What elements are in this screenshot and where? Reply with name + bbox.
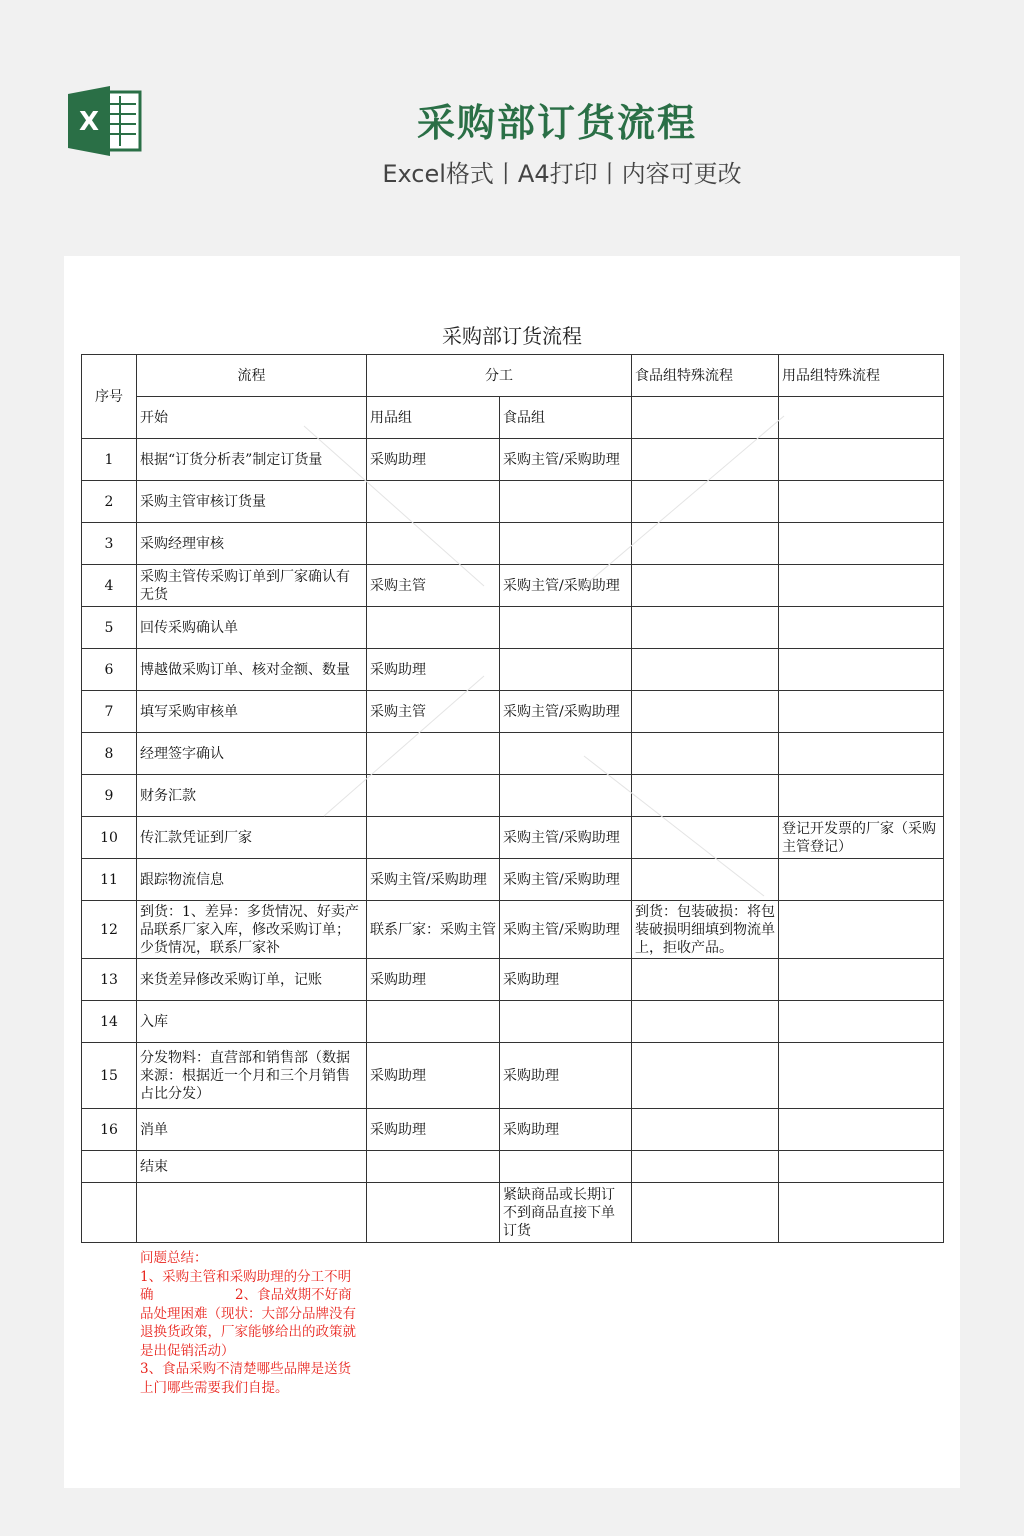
- table-row: [82, 607, 944, 649]
- row-supplies-special: [779, 523, 944, 565]
- row-step: 采购主管传采购订单到厂家确认有无货: [137, 565, 367, 607]
- row-food: [500, 733, 632, 775]
- row-number: 6: [82, 649, 137, 691]
- row-step: 结束: [137, 1151, 367, 1183]
- row-supplies-special: [779, 565, 944, 607]
- row-food: [500, 775, 632, 817]
- row-supplies: [367, 1183, 500, 1243]
- row-food-special: 到货：包装破损：将包装破损明细填到物流单上，拒收产品。: [632, 901, 779, 959]
- row-supplies-special: [779, 859, 944, 901]
- row-food: 采购助理: [500, 959, 632, 1001]
- row-step: 消单: [137, 1109, 367, 1151]
- row-food-special: [632, 1043, 779, 1109]
- row-supplies-special: [779, 481, 944, 523]
- row-food-special: [632, 1001, 779, 1043]
- row-number: 1: [82, 439, 137, 481]
- row-food: 采购主管/采购助理: [500, 859, 632, 901]
- row-supplies: [367, 775, 500, 817]
- row-step: 入库: [137, 1001, 367, 1043]
- row-food: 采购助理: [500, 1109, 632, 1151]
- table-row: [82, 733, 944, 775]
- row-food-special: [632, 565, 779, 607]
- row-supplies: 采购主管: [367, 691, 500, 733]
- table-row: [82, 481, 944, 523]
- header-supplies-group: 用品组: [367, 397, 500, 439]
- row-step: [137, 1183, 367, 1243]
- row-food-special: [632, 859, 779, 901]
- table-row: [82, 1043, 944, 1109]
- sheet-title: 采购部订货流程: [442, 324, 582, 348]
- row-supplies-special: [779, 775, 944, 817]
- row-food: 采购主管/采购助理: [500, 565, 632, 607]
- row-food-special: [632, 959, 779, 1001]
- row-supplies-special: [779, 1043, 944, 1109]
- banner-title: 采购部订货流程: [416, 101, 697, 145]
- table-row: [82, 817, 944, 859]
- sheet-page: [64, 256, 960, 1488]
- row-supplies: [367, 523, 500, 565]
- row-food: [500, 1001, 632, 1043]
- row-number: 2: [82, 481, 137, 523]
- header-supplies-special: 用品组特殊流程: [779, 355, 944, 397]
- header-blank: [632, 397, 779, 439]
- row-food: [500, 481, 632, 523]
- row-supplies: 采购助理: [367, 959, 500, 1001]
- row-food: 采购主管/采购助理: [500, 901, 632, 959]
- row-food: 紧缺商品或长期订不到商品直接下单订货: [500, 1183, 632, 1243]
- row-supplies-special: [779, 901, 944, 959]
- row-supplies: 联系厂家：采购主管: [367, 901, 500, 959]
- table-row: [82, 523, 944, 565]
- header-food-special: 食品组特殊流程: [632, 355, 779, 397]
- header-blank: [779, 397, 944, 439]
- row-number: 9: [82, 775, 137, 817]
- flow-table: [81, 354, 944, 1243]
- row-number: [82, 1183, 137, 1243]
- row-number: 15: [82, 1043, 137, 1109]
- table-row: [82, 1001, 944, 1043]
- header-division: 分工: [367, 355, 632, 397]
- row-step: 采购经理审核: [137, 523, 367, 565]
- table-row: [82, 859, 944, 901]
- note-line: 1、采购主管和采购助理的分工不明确 2、食品效期不好商品处理困难（现状：大部分品牌没有退换货政策，厂家能够给出的政策就是出促销活动）: [140, 1268, 356, 1359]
- row-step: 来货差异修改采购订单，记账: [137, 959, 367, 1001]
- row-number: 5: [82, 607, 137, 649]
- row-supplies-special: [779, 691, 944, 733]
- row-number: 16: [82, 1109, 137, 1151]
- row-step: 博越做采购订单、核对金额、数量: [137, 649, 367, 691]
- row-supplies: [367, 1151, 500, 1183]
- table-row: [82, 959, 944, 1001]
- row-food-special: [632, 1109, 779, 1151]
- header-start: 开始: [137, 397, 367, 439]
- row-supplies: [367, 733, 500, 775]
- row-step: 财务汇款: [137, 775, 367, 817]
- row-step: 回传采购确认单: [137, 607, 367, 649]
- row-food: [500, 523, 632, 565]
- row-number: 10: [82, 817, 137, 859]
- row-supplies: 采购助理: [367, 439, 500, 481]
- row-number: 7: [82, 691, 137, 733]
- row-step: 到货：1、差异：多货情况、好卖产品联系厂家入库，修改采购订单；少货情况，联系厂家补: [137, 901, 367, 959]
- row-supplies-special: [779, 649, 944, 691]
- row-food-special: [632, 691, 779, 733]
- table-row: [82, 1183, 944, 1243]
- row-food: 采购主管/采购助理: [500, 439, 632, 481]
- header-seq: 序号: [82, 355, 137, 439]
- row-food: [500, 1151, 632, 1183]
- note-line: 问题总结：: [140, 1250, 208, 1266]
- table-row: [82, 1151, 944, 1183]
- row-supplies: 采购主管: [367, 565, 500, 607]
- row-supplies-special: [779, 1001, 944, 1043]
- row-supplies: [367, 817, 500, 859]
- row-food-special: [632, 1183, 779, 1243]
- row-supplies: 采购助理: [367, 649, 500, 691]
- row-number: 14: [82, 1001, 137, 1043]
- row-food-special: [632, 733, 779, 775]
- table-row: [82, 691, 944, 733]
- row-supplies-special: 登记开发票的厂家（采购主管登记）: [779, 817, 944, 859]
- table-row: [82, 775, 944, 817]
- row-food-special: [632, 649, 779, 691]
- row-number: 12: [82, 901, 137, 959]
- row-supplies-special: [779, 1151, 944, 1183]
- row-food-special: [632, 481, 779, 523]
- row-food: 采购主管/采购助理: [500, 817, 632, 859]
- row-step: 采购主管审核订货量: [137, 481, 367, 523]
- row-food: 采购主管/采购助理: [500, 691, 632, 733]
- row-number: 8: [82, 733, 137, 775]
- table-row: [82, 901, 944, 959]
- row-supplies-special: [779, 959, 944, 1001]
- row-food-special: [632, 1151, 779, 1183]
- table-row: [82, 1109, 944, 1151]
- row-supplies-special: [779, 439, 944, 481]
- row-number: 11: [82, 859, 137, 901]
- row-food-special: [632, 523, 779, 565]
- row-supplies: 采购主管/采购助理: [367, 859, 500, 901]
- row-supplies-special: [779, 1109, 944, 1151]
- row-supplies-special: [779, 1183, 944, 1243]
- row-number: [82, 1151, 137, 1183]
- row-supplies: [367, 1001, 500, 1043]
- row-step: 传汇款凭证到厂家: [137, 817, 367, 859]
- header-flow: 流程: [137, 355, 367, 397]
- row-food: [500, 649, 632, 691]
- row-number: 3: [82, 523, 137, 565]
- note-line: 3、食品采购不清楚哪些品牌是送货上门哪些需要我们自提。: [140, 1361, 352, 1396]
- row-food-special: [632, 775, 779, 817]
- row-food-special: [632, 607, 779, 649]
- row-step: 分发物料：直营部和销售部（数据来源：根据近一个月和三个月销售占比分发）: [137, 1043, 367, 1109]
- row-supplies: [367, 607, 500, 649]
- header-food-group: 食品组: [500, 397, 632, 439]
- row-food-special: [632, 439, 779, 481]
- problem-summary: [140, 1249, 360, 1397]
- row-food: 采购助理: [500, 1043, 632, 1109]
- banner-subtitle: Excel格式丨A4打印丨内容可更改: [382, 160, 742, 188]
- excel-logo-letter: X: [78, 107, 100, 137]
- row-step: 经理签字确认: [137, 733, 367, 775]
- table-row: [82, 439, 944, 481]
- row-supplies: 采购助理: [367, 1109, 500, 1151]
- row-supplies: [367, 481, 500, 523]
- table-row: [82, 565, 944, 607]
- row-supplies-special: [779, 607, 944, 649]
- row-food-special: [632, 817, 779, 859]
- table-row: [82, 649, 944, 691]
- row-step: 跟踪物流信息: [137, 859, 367, 901]
- row-number: 4: [82, 565, 137, 607]
- row-number: 13: [82, 959, 137, 1001]
- row-supplies-special: [779, 733, 944, 775]
- row-step: 根据“订货分析表”制定订货量: [137, 439, 367, 481]
- row-supplies: 采购助理: [367, 1043, 500, 1109]
- row-food: [500, 607, 632, 649]
- row-step: 填写采购审核单: [137, 691, 367, 733]
